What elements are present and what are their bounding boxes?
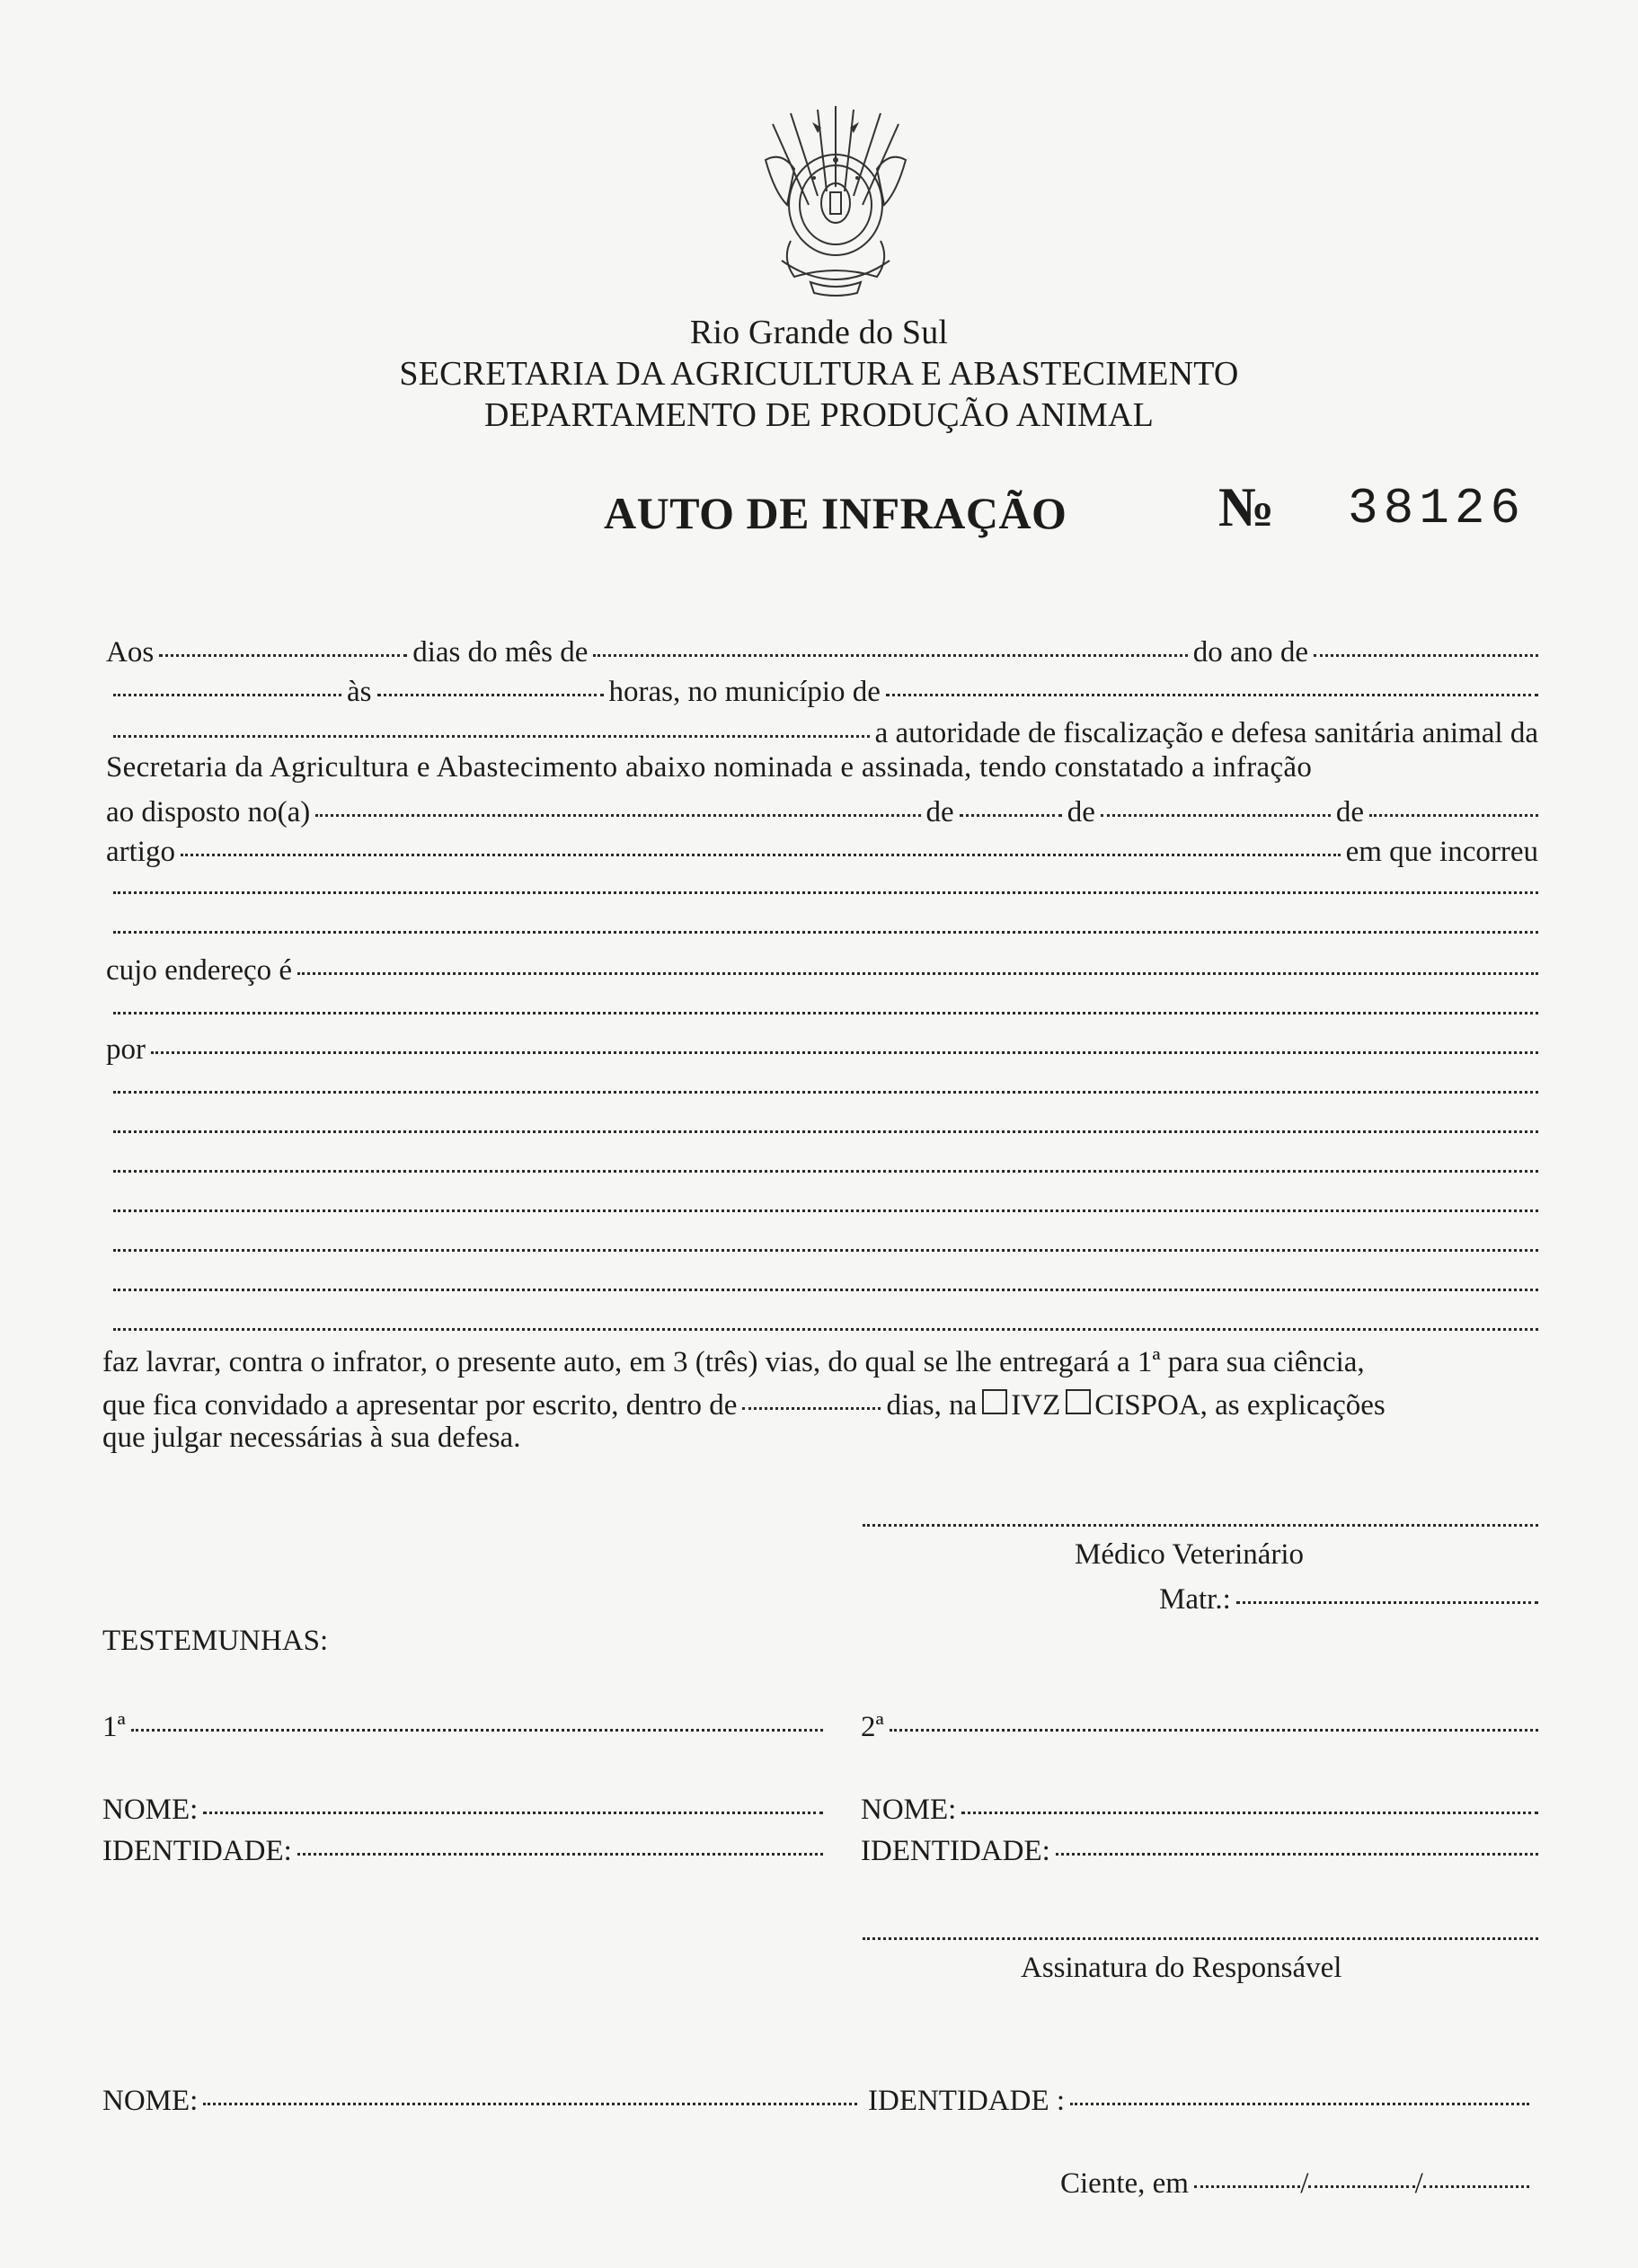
number-sign: № (1218, 477, 1275, 538)
closing-text-2b: dias, na (886, 1389, 978, 1422)
article-line (106, 830, 1538, 870)
hour-field[interactable] (377, 670, 604, 701)
reason-field[interactable] (151, 1028, 1538, 1059)
final-name-field[interactable] (203, 2079, 857, 2110)
ack-year-field[interactable] (1423, 2162, 1529, 2193)
reason-field-8[interactable] (113, 1305, 1538, 1335)
closing-line-1 (102, 1346, 1540, 1386)
reason-line-6 (113, 1226, 1538, 1265)
witness-2-line (861, 1705, 1538, 1745)
acknowledge-date-line (1060, 2162, 1529, 2202)
date-separator-1: / (1300, 2167, 1309, 2200)
year-field[interactable] (1314, 631, 1538, 661)
article-field[interactable] (181, 830, 1341, 861)
label-cujo-endereco: cujo endereço é (106, 954, 293, 987)
witness-1-id-field[interactable] (297, 1829, 823, 1860)
date-line (106, 631, 1538, 670)
cispoa-checkbox[interactable] (1066, 1389, 1091, 1414)
closing-line-3 (102, 1422, 1540, 1461)
reason-field-6[interactable] (113, 1226, 1538, 1256)
final-name-label: NOME: (102, 2085, 199, 2117)
responsible-label: Assinatura do Responsável (1021, 1952, 1342, 1984)
closing-line-2 (102, 1384, 1540, 1423)
witnesses-heading: TESTEMUNHAS: (102, 1625, 329, 1657)
final-id-line (868, 2079, 1529, 2119)
label-dias-do-mes: dias do mês de (412, 636, 589, 669)
reason-field-7[interactable] (113, 1265, 1538, 1296)
reason-field-2[interactable] (113, 1068, 1538, 1098)
ivz-checkbox[interactable] (982, 1389, 1007, 1414)
witness-2-signature-field[interactable] (890, 1705, 1538, 1736)
offender-field-2[interactable] (113, 908, 1538, 938)
municipality-cont-field[interactable] (113, 712, 870, 742)
time-line (113, 670, 1538, 710)
state-coat-of-arms-icon (755, 106, 916, 297)
regulation-date-field[interactable] (1101, 791, 1331, 821)
witness-1-id-line (102, 1829, 823, 1869)
matr-line (1159, 1578, 1538, 1617)
secretariat-line (106, 751, 1538, 791)
ack-day-field[interactable] (1194, 2162, 1300, 2193)
label-artigo: artigo (106, 836, 175, 868)
final-id-field[interactable] (1070, 2079, 1529, 2110)
cispoa-label: CISPOA, as explicações (1094, 1389, 1386, 1422)
month-field[interactable] (593, 631, 1187, 661)
witness-2-id-label: IDENTIDADE: (861, 1835, 1050, 1867)
witness-1-label: 1ª (102, 1711, 126, 1743)
label-as: às (347, 676, 372, 708)
address-field[interactable] (297, 949, 1538, 979)
label-secretaria: Secretaria da Agricultura e Abastecimento abaixo nominada e assinada, tendo constatado a infração (106, 751, 1313, 784)
closing-text-2a: que fica convidado a apresentar por escrito, dentro de (102, 1389, 738, 1422)
vet-label: Médico Veterinário (1075, 1538, 1305, 1571)
day-field[interactable] (159, 631, 407, 661)
label-aos: Aos (106, 636, 155, 669)
witness-2-name-line (861, 1788, 1538, 1828)
department-name: DEPARTAMENTO DE PRODUÇÃO ANIMAL (483, 396, 1155, 434)
legal-basis-line (106, 791, 1538, 830)
reason-field-3[interactable] (113, 1107, 1538, 1138)
witness-2-name-label: NOME: (861, 1794, 957, 1826)
hour-pre-field[interactable] (113, 670, 341, 701)
municipality-field[interactable] (886, 670, 1538, 701)
label-de-1: de (925, 796, 954, 828)
label-em-que-incorreu: em que incorreu (1345, 836, 1538, 868)
closing-text-1: faz lavrar, contra o infrator, o presente auto, em 3 (três) vias, do qual se lhe entregará a 1ª para sua ciência, (102, 1346, 1365, 1378)
document-title: AUTO DE INFRAÇÃO (604, 488, 1067, 538)
authority-line (113, 712, 1538, 751)
offender-line-2 (113, 908, 1538, 947)
witness-1-signature-field[interactable] (131, 1705, 823, 1736)
reason-line-2 (113, 1068, 1538, 1107)
witness-2-id-line (861, 1829, 1538, 1869)
defense-days-field[interactable] (742, 1384, 881, 1414)
date-separator-2: / (1414, 2167, 1423, 2200)
label-de-3: de (1335, 796, 1364, 828)
reason-line-5 (113, 1186, 1538, 1226)
ciente-label: Ciente, em (1060, 2167, 1189, 2200)
offender-field-1[interactable] (113, 868, 1538, 899)
label-do-ano: do ano de (1192, 636, 1308, 669)
secretariat-name: SECRETARIA DA AGRICULTURA E ABASTECIMENTO (399, 355, 1239, 393)
reason-line-3 (113, 1107, 1538, 1147)
label-autoridade: a autoridade de fiscalização e defesa sanitária animal da (874, 717, 1538, 749)
ack-month-field[interactable] (1308, 2162, 1414, 2193)
reason-line-7 (113, 1265, 1538, 1305)
vet-signature-line[interactable] (863, 1520, 1538, 1527)
form-number: 38126 (1348, 480, 1527, 537)
reason-line (106, 1028, 1538, 1068)
witness-1-line (102, 1705, 823, 1745)
address-field-2[interactable] (113, 988, 1538, 1019)
label-por: por (106, 1033, 146, 1066)
address-line-2 (113, 988, 1538, 1028)
ivz-label: IVZ (1011, 1389, 1061, 1422)
regulation-field[interactable] (315, 791, 920, 821)
label-horas-municipio: horas, no município de (608, 676, 881, 708)
address-line (106, 949, 1538, 988)
final-name-line (102, 2079, 857, 2119)
matr-label: Matr.: (1159, 1583, 1231, 1616)
witness-1-name-field[interactable] (203, 1788, 823, 1819)
matr-field[interactable] (1236, 1578, 1538, 1608)
witness-1-id-label: IDENTIDADE: (102, 1835, 292, 1867)
reason-field-4[interactable] (113, 1147, 1538, 1177)
regulation-year-field[interactable] (1369, 791, 1538, 821)
state-name: Rio Grande do Sul (689, 314, 949, 351)
reason-field-5[interactable] (113, 1186, 1538, 1217)
final-id-label: IDENTIDADE : (868, 2085, 1066, 2117)
reason-line-4 (113, 1147, 1538, 1186)
label-de-2: de (1067, 796, 1095, 828)
reason-line-8 (113, 1305, 1538, 1344)
regulation-number-field[interactable] (960, 791, 1062, 821)
offender-line-1 (113, 868, 1538, 908)
witness-2-name-field[interactable] (961, 1788, 1538, 1819)
witness-1-name-line (102, 1788, 823, 1828)
witness-2-label: 2ª (861, 1711, 884, 1743)
witness-1-name-label: NOME: (102, 1794, 199, 1826)
closing-text-3: que julgar necessárias à sua defesa. (102, 1422, 521, 1454)
witness-2-id-field[interactable] (1056, 1829, 1538, 1860)
responsible-signature-line[interactable] (863, 1934, 1538, 1940)
label-disposto: ao disposto no(a) (106, 796, 311, 828)
